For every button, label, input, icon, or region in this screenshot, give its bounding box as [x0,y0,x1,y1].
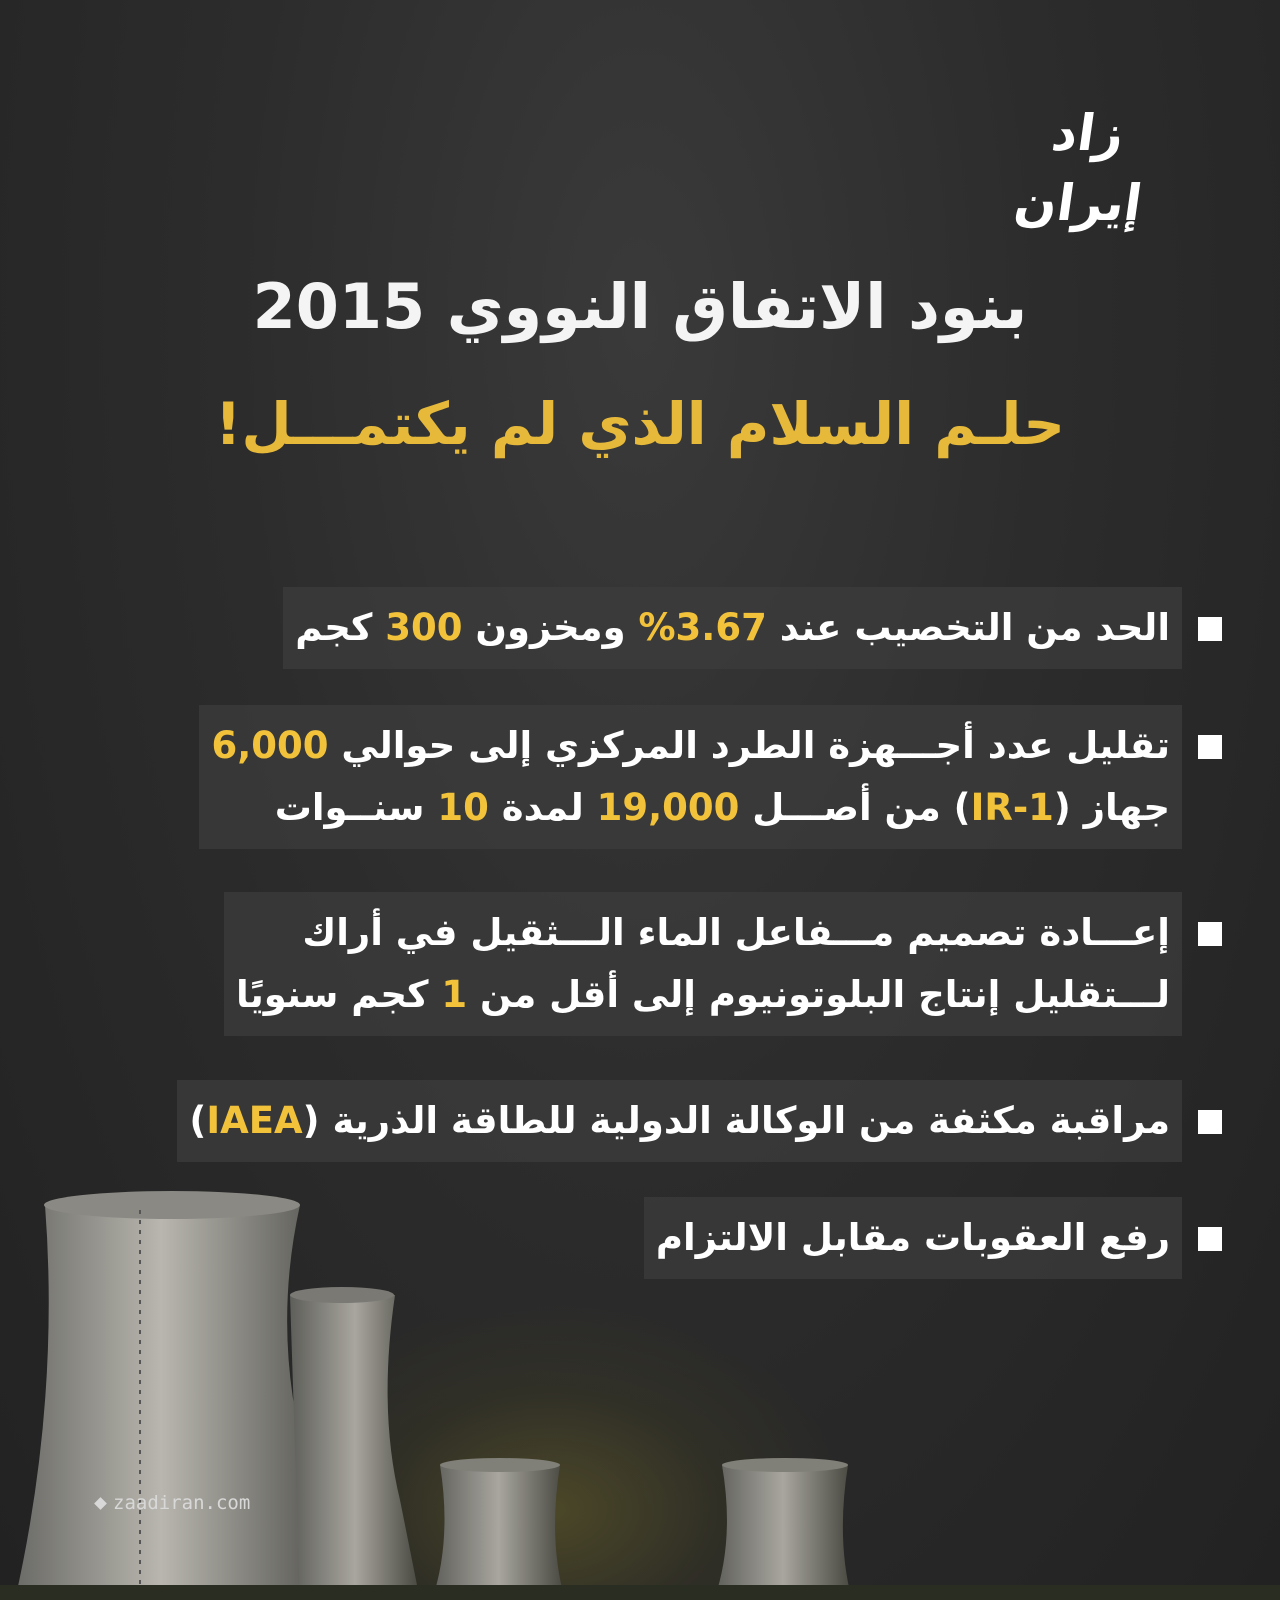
tower-4 [714,1465,852,1600]
tower-3 [432,1465,565,1600]
list-item [644,1197,1222,1279]
page-title: بنود الاتفاق النووي 2015 [252,270,1028,343]
list-item [224,892,1222,1036]
website-text: zaadiran.com [113,1492,251,1514]
point-text: إعـــادة تصميم مـــفاعل الماء الـــثقيل في أراك لـــتقليل إنتاج البلوتونيوم إلى أقل من 1 كجم سنويًا [224,892,1182,1036]
list-item [283,587,1222,669]
square-bullet-icon [1198,1110,1222,1134]
square-bullet-icon [1198,735,1222,759]
website-link[interactable] [96,1492,250,1514]
list-item [177,1080,1222,1162]
diamond-icon [94,1497,107,1510]
tower-2 [290,1295,420,1600]
list-item [199,705,1222,849]
page-subtitle: حلـم السلام الذي لم يكتمـــل! [214,390,1066,458]
square-bullet-icon [1198,922,1222,946]
square-bullet-icon [1198,617,1222,641]
logo: زاد إيران [1010,104,1146,232]
tower-1 [15,1205,340,1600]
square-bullet-icon [1198,1227,1222,1251]
point-text: تقليل عدد أجـــهزة الطرد المركزي إلى حوالي 6,000 جهاز (IR-1) من أصـــل 19,000 لمدة 10 سنــوات [199,705,1182,849]
point-text: رفع العقوبات مقابل الالتزام [644,1197,1182,1279]
point-text: مراقبة مكثفة من الوكالة الدولية للطاقة الذرية (IAEA) [177,1080,1182,1162]
point-text: الحد من التخصيب عند 3.67% ومخزون 300 كجم [283,587,1182,669]
